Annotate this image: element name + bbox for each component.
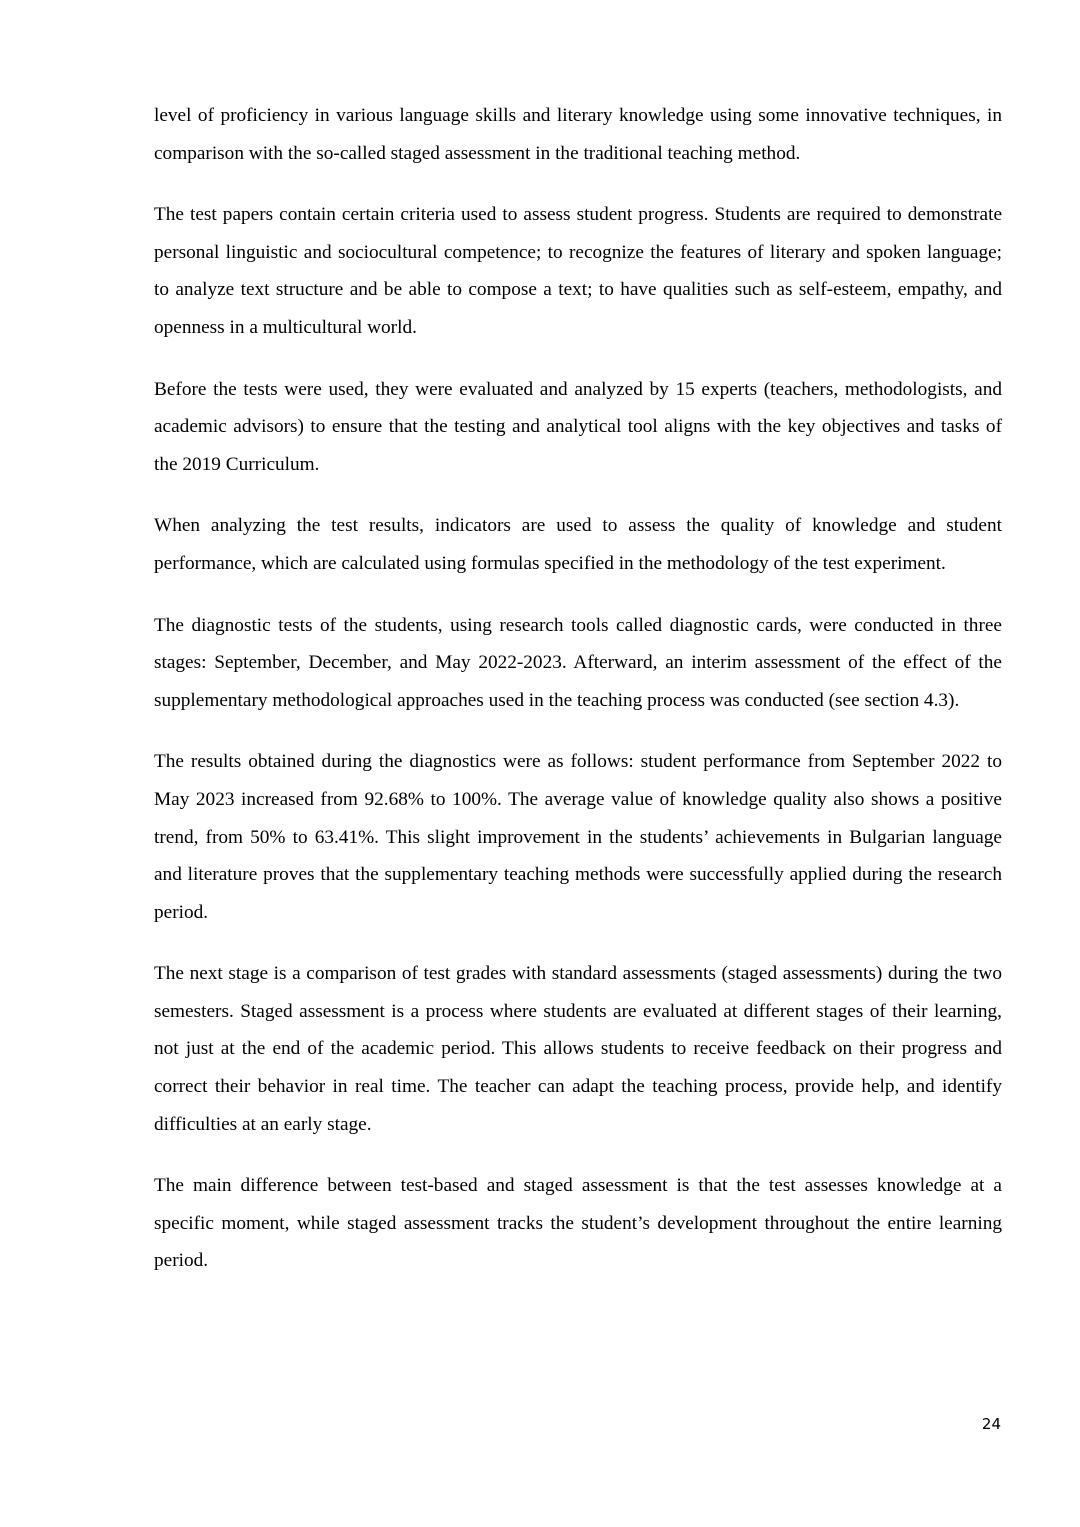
body-text xyxy=(154,97,1002,1304)
paragraph-3: Before the tests were used, they were evaluated and analyzed by 15 experts (teachers, methodologists, and academic advisors) to ensure that the testing and analytical tool aligns with the key objectives and tasks of the 2019 Curriculum. xyxy=(154,378,1002,475)
paragraph-8: The main difference between test-based and staged assessment is that the test assesses knowledge at a specific moment, while staged assessment tracks the student’s development throughout the entire learning period. xyxy=(154,1175,1002,1272)
paragraph-2: The test papers contain certain criteria used to assess student progress. Students are required to demonstrate personal linguistic and sociocultural competence; to recognize the features of literary and spoken language; to analyze text structure and be able to compose a text; to have qualities such as self-esteem, empathy, and openness in a multicultural world. xyxy=(154,204,1002,338)
paragraph-1: level of proficiency in various language skills and literary knowledge using some innovative techniques, in comparison with the so-called staged assessment in the traditional teaching method. xyxy=(154,105,1002,164)
paragraph-4: When analyzing the test results, indicators are used to assess the quality of knowledge and student performance, which are calculated using formulas specified in the methodology of the test experiment. xyxy=(154,515,1002,574)
page-number: 24 xyxy=(981,1415,1001,1433)
paragraph-5: The diagnostic tests of the students, using research tools called diagnostic cards, were conducted in three stages: September, December, and May 2022-2023. Afterward, an interim assessment of the effect of the supplementary methodological approaches used in the teaching process was conducted (see section 4.3). xyxy=(154,614,1002,711)
paragraph-7: The next stage is a comparison of test grades with standard assessments (staged assessments) during the two semesters. Staged assessment is a process where students are evaluated at different stages of their learning, not just at the end of the academic period. This allows students to receive feedback on their progress and correct their behavior in real time. The teacher can adapt the teaching process, provide help, and identify difficulties at an early stage. xyxy=(154,963,1002,1135)
paragraph-6: The results obtained during the diagnostics were as follows: student performance from September 2022 to May 2023 increased from 92.68% to 100%. The average value of knowledge quality also shows a positive trend, from 50% to 63.41%. This slight improvement in the students’ achievements in Bulgarian language and literature proves that the supplementary teaching methods were successfully applied during the research period. xyxy=(154,751,1002,923)
